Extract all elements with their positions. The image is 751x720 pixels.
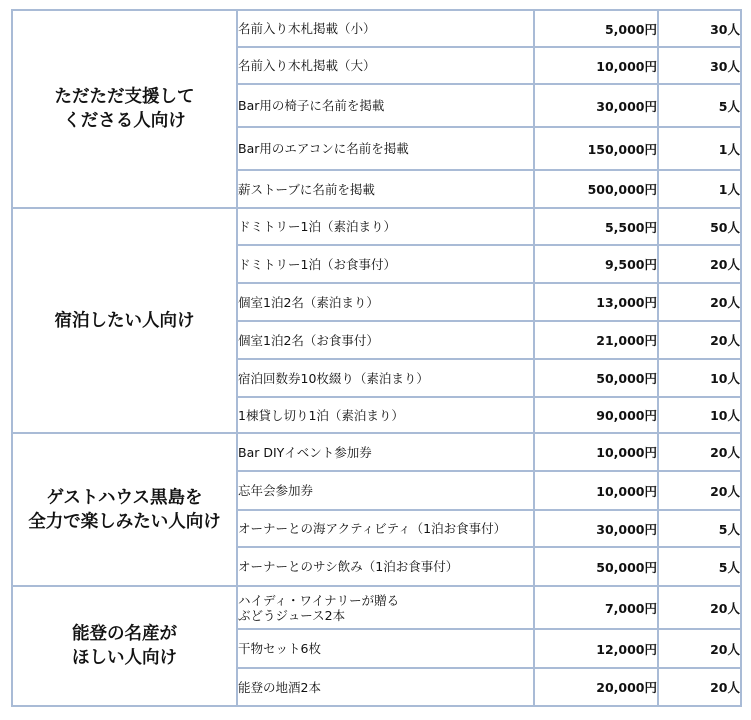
section-title-line: ゲストハウス黒島を — [46, 487, 203, 508]
section-title-line: ほしい人向け — [72, 648, 177, 668]
reward-name-line: 個室1泊2名（素泊まり） — [238, 294, 379, 310]
reward-name-line: Bar用の椅子に名前を掲載 — [238, 98, 385, 113]
reward-name — [237, 47, 534, 84]
reward-name-line: 忘年会参加券 — [238, 483, 314, 498]
reward-row — [12, 208, 741, 245]
reward-price: 10,000円 — [534, 47, 658, 84]
reward-count: 20人 — [658, 586, 741, 629]
reward-price: 12,000円 — [534, 629, 658, 668]
reward-price: 90,000円 — [534, 397, 658, 433]
reward-count: 30人 — [658, 47, 741, 84]
reward-row — [12, 433, 741, 471]
reward-count: 5人 — [658, 84, 741, 127]
reward-name-line: 能登の地酒2本 — [238, 679, 321, 695]
reward-price: 10,000円 — [534, 433, 658, 471]
reward-table-body — [12, 10, 741, 706]
reward-price: 30,000円 — [534, 84, 658, 127]
reward-count: 30人 — [658, 10, 741, 47]
reward-row — [12, 586, 741, 629]
reward-count: 1人 — [658, 127, 741, 170]
reward-count: 20人 — [658, 321, 741, 359]
reward-name-line: ドミトリー1泊（素泊まり） — [238, 219, 396, 234]
reward-table — [11, 9, 742, 707]
reward-name — [237, 208, 534, 245]
reward-price: 30,000円 — [534, 510, 658, 547]
reward-name-line: オーナーとのサシ飲み（1泊お食事付） — [238, 559, 459, 574]
reward-name-line: 名前入り木札掲載（大） — [238, 58, 376, 73]
reward-name — [237, 433, 534, 471]
reward-count: 20人 — [658, 433, 741, 471]
reward-price: 9,500円 — [534, 245, 658, 283]
reward-count: 20人 — [658, 283, 741, 321]
reward-count: 1人 — [658, 170, 741, 208]
reward-price: 13,000円 — [534, 283, 658, 321]
reward-name — [237, 245, 534, 283]
reward-name-line: 宿泊回数券10枚綴り（素泊まり） — [238, 370, 429, 386]
reward-price: 5,000円 — [534, 10, 658, 47]
reward-name-line: オーナーとの海アクティビティ（1泊お食事付） — [238, 521, 507, 536]
reward-name-line: ぶどうジュース2本 — [238, 607, 346, 623]
reward-count: 5人 — [658, 547, 741, 586]
reward-price: 20,000円 — [534, 668, 658, 706]
reward-name — [237, 586, 534, 629]
reward-name-line: 名前入り木札掲載（小） — [238, 21, 376, 36]
section-title — [12, 586, 237, 706]
reward-name — [237, 321, 534, 359]
reward-name — [237, 283, 534, 321]
reward-name — [237, 397, 534, 433]
reward-price: 500,000円 — [534, 170, 658, 208]
reward-name — [237, 10, 534, 47]
reward-name — [237, 510, 534, 547]
reward-count: 10人 — [658, 397, 741, 433]
section-title — [12, 208, 237, 433]
section-title — [12, 10, 237, 208]
reward-name — [237, 84, 534, 127]
reward-count: 20人 — [658, 629, 741, 668]
section-title-line: 能登の名産が — [72, 624, 177, 644]
reward-name-line: 干物セット6枚 — [238, 641, 321, 656]
reward-name-line: Bar用のエアコンに名前を掲載 — [238, 141, 409, 156]
reward-name — [237, 547, 534, 586]
reward-price: 50,000円 — [534, 547, 658, 586]
reward-name-line: ドミトリー1泊（お食事付） — [238, 256, 396, 272]
reward-name-line: 個室1泊2名（お食事付） — [238, 332, 379, 348]
reward-count: 10人 — [658, 359, 741, 397]
reward-price: 50,000円 — [534, 359, 658, 397]
reward-name-line: Bar DIYイベント参加券 — [238, 444, 372, 460]
reward-count: 5人 — [658, 510, 741, 547]
reward-count: 50人 — [658, 208, 741, 245]
section-title-line: ただただ支援して — [54, 87, 195, 107]
section-title-line: 宿泊したい人向け — [54, 310, 195, 331]
reward-name — [237, 471, 534, 510]
reward-row — [12, 10, 741, 47]
reward-name — [237, 668, 534, 706]
reward-count: 20人 — [658, 471, 741, 510]
reward-name-line: 1棟貸し切り1泊（素泊まり） — [238, 407, 404, 423]
reward-name-line: 薪ストーブに名前を掲載 — [238, 181, 375, 197]
section-title-line: くださる人向け — [63, 111, 186, 131]
reward-name — [237, 359, 534, 397]
section-title-line: 全力で楽しみたい人向け — [28, 511, 221, 532]
reward-price: 7,000円 — [534, 586, 658, 629]
reward-name — [237, 127, 534, 170]
reward-count: 20人 — [658, 245, 741, 283]
reward-count: 20人 — [658, 668, 741, 706]
reward-name — [237, 629, 534, 668]
reward-price: 21,000円 — [534, 321, 658, 359]
reward-price: 150,000円 — [534, 127, 658, 170]
reward-name-line: ハイディ・ワイナリーが贈る — [238, 592, 400, 608]
section-title — [12, 433, 237, 586]
reward-price: 5,500円 — [534, 208, 658, 245]
reward-name — [237, 170, 534, 208]
reward-price: 10,000円 — [534, 471, 658, 510]
